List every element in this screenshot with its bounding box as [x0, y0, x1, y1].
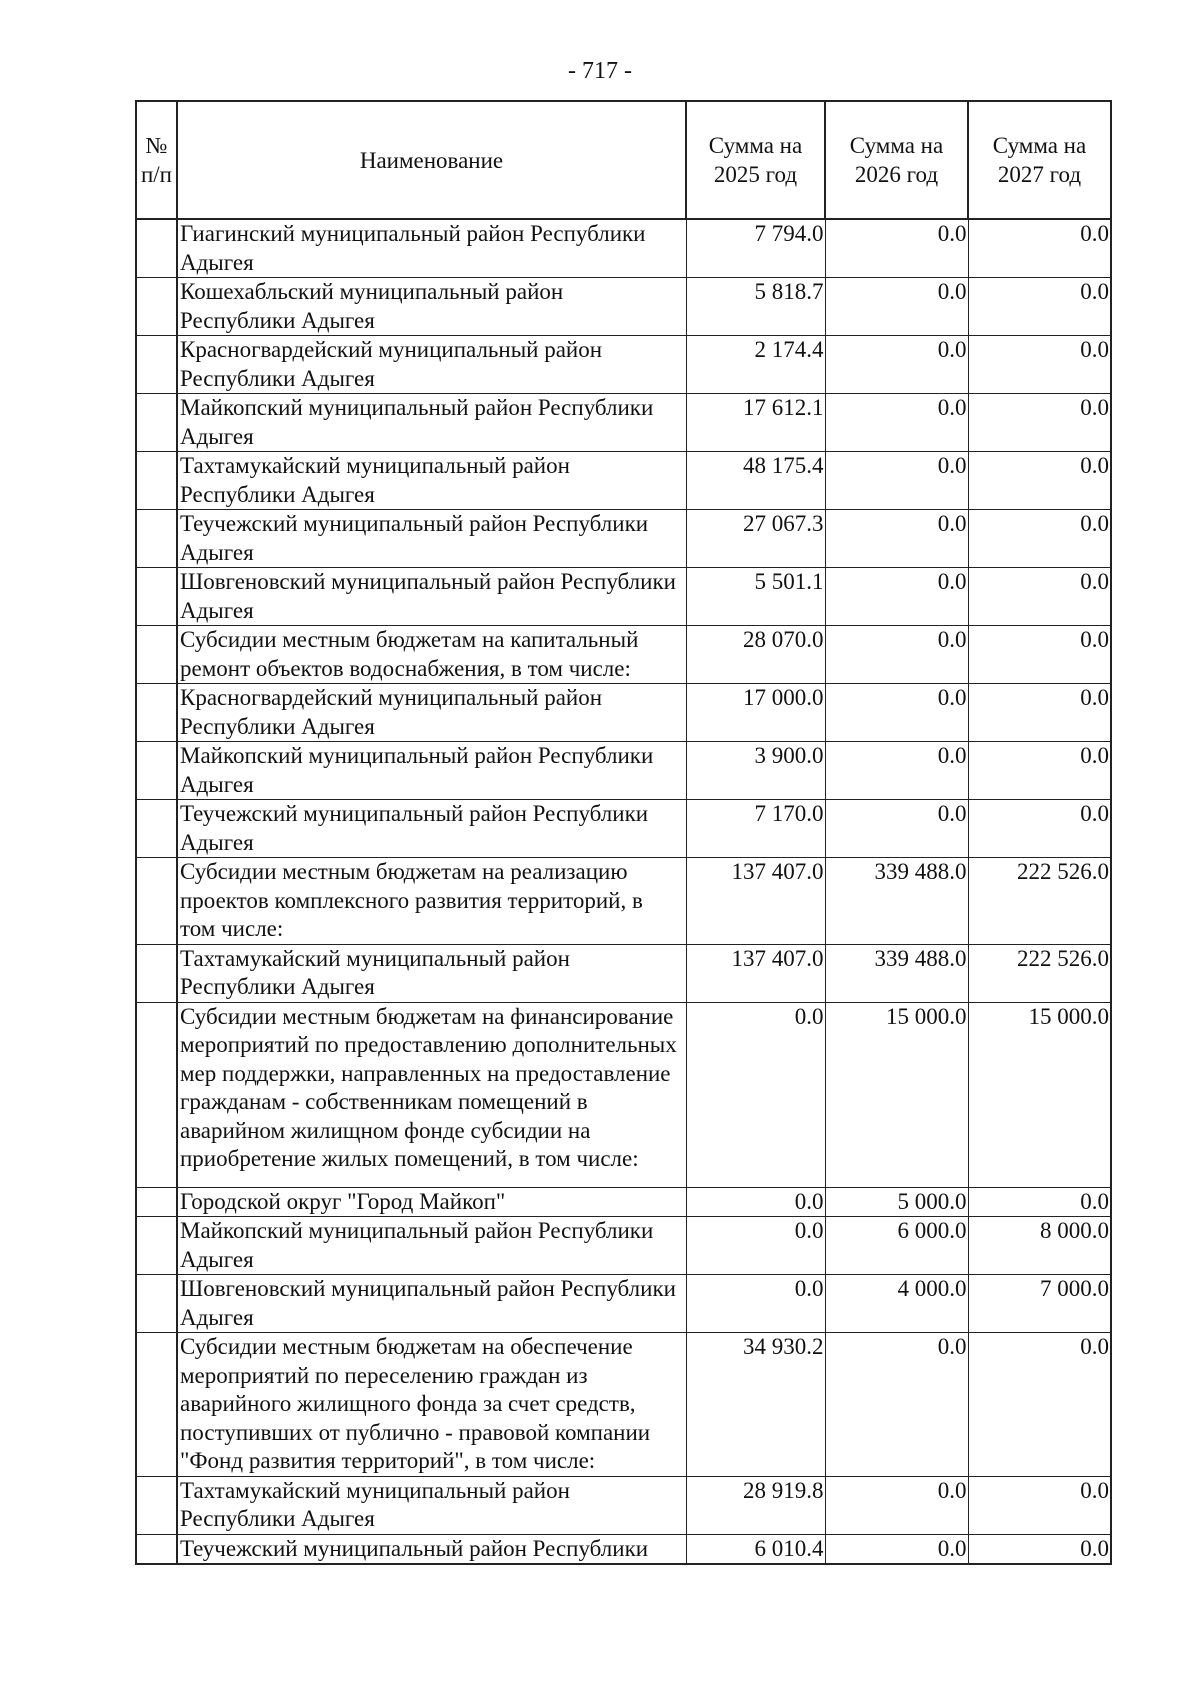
row-sum-2026: 339 488.0 [825, 858, 968, 945]
row-sum-2027: 222 526.0 [968, 944, 1111, 1002]
row-sum-2025: 0.0 [686, 1275, 825, 1333]
row-sum-2027: 0.0 [968, 1333, 1111, 1477]
header-2026: Сумма на 2026 год [825, 101, 968, 219]
row-sum-2026: 0.0 [825, 336, 968, 394]
table-row [136, 858, 1111, 945]
row-number [136, 1275, 177, 1333]
budget-table [135, 100, 1112, 1565]
row-name: Субсидии местным бюджетам на капитальный ремонт объектов водоснабжения, в том числе: [177, 626, 686, 684]
row-number [136, 510, 177, 568]
row-name: Красногвардейский муниципальный район Республики Адыгея [177, 684, 686, 742]
row-sum-2027: 15 000.0 [968, 1002, 1111, 1187]
row-sum-2025: 34 930.2 [686, 1333, 825, 1477]
row-sum-2025: 28 919.8 [686, 1476, 825, 1534]
row-sum-2026: 0.0 [825, 742, 968, 800]
row-name: Теучежский муниципальный район Республики Адыгея [177, 800, 686, 858]
header-row [136, 101, 1111, 219]
row-name: Тахтамукайский муниципальный район Республики Адыгея [177, 1476, 686, 1534]
row-sum-2026: 0.0 [825, 800, 968, 858]
row-number [136, 278, 177, 336]
row-number [136, 1217, 177, 1275]
row-name: Майкопский муниципальный район Республики Адыгея [177, 394, 686, 452]
row-sum-2025: 5 501.1 [686, 568, 825, 626]
row-sum-2026: 0.0 [825, 1333, 968, 1477]
row-sum-2027: 0.0 [968, 336, 1111, 394]
row-name: Теучежский муниципальный район Республики Адыгея [177, 510, 686, 568]
row-number [136, 1534, 177, 1564]
row-sum-2025: 27 067.3 [686, 510, 825, 568]
table-row [136, 684, 1111, 742]
row-name: Красногвардейский муниципальный район Республики Адыгея [177, 336, 686, 394]
row-sum-2026: 0.0 [825, 510, 968, 568]
row-sum-2026: 0.0 [825, 452, 968, 510]
table-row [136, 394, 1111, 452]
row-sum-2027: 0.0 [968, 452, 1111, 510]
table-row [136, 1187, 1111, 1217]
row-sum-2025: 17 000.0 [686, 684, 825, 742]
row-sum-2025: 0.0 [686, 1187, 825, 1217]
row-number [136, 1002, 177, 1187]
table-row [136, 800, 1111, 858]
table-row [136, 1333, 1111, 1477]
row-sum-2025: 0.0 [686, 1217, 825, 1275]
row-sum-2026: 0.0 [825, 394, 968, 452]
row-sum-2027: 0.0 [968, 278, 1111, 336]
row-name: Тахтамукайский муниципальный район Республики Адыгея [177, 944, 686, 1002]
row-name: Майкопский муниципальный район Республики Адыгея [177, 742, 686, 800]
row-sum-2027: 0.0 [968, 742, 1111, 800]
row-sum-2026: 4 000.0 [825, 1275, 968, 1333]
row-sum-2027: 0.0 [968, 626, 1111, 684]
row-name: Кошехабльский муниципальный район Республики Адыгея [177, 278, 686, 336]
table-row [136, 336, 1111, 394]
row-sum-2025: 17 612.1 [686, 394, 825, 452]
row-number [136, 452, 177, 510]
row-name: Майкопский муниципальный район Республики Адыгея [177, 1217, 686, 1275]
row-sum-2025: 5 818.7 [686, 278, 825, 336]
row-sum-2025: 137 407.0 [686, 944, 825, 1002]
row-sum-2026: 0.0 [825, 278, 968, 336]
row-sum-2025: 7 170.0 [686, 800, 825, 858]
row-sum-2025: 137 407.0 [686, 858, 825, 945]
row-sum-2027: 0.0 [968, 1534, 1111, 1564]
row-sum-2025: 6 010.4 [686, 1534, 825, 1564]
row-sum-2027: 0.0 [968, 219, 1111, 278]
row-name: Шовгеновский муниципальный район Республики Адыгея [177, 568, 686, 626]
table-row [136, 1476, 1111, 1534]
row-name: Шовгеновский муниципальный район Республики Адыгея [177, 1275, 686, 1333]
row-name: Гиагинский муниципальный район Республики Адыгея [177, 219, 686, 278]
table-body [136, 219, 1111, 1564]
table-row [136, 219, 1111, 278]
row-sum-2027: 0.0 [968, 510, 1111, 568]
row-sum-2027: 0.0 [968, 800, 1111, 858]
row-number [136, 336, 177, 394]
row-sum-2027: 0.0 [968, 684, 1111, 742]
header-2025: Сумма на 2025 год [686, 101, 825, 219]
row-number [136, 858, 177, 945]
table-row [136, 1534, 1111, 1564]
row-sum-2026: 0.0 [825, 626, 968, 684]
header-name: Наименование [177, 101, 686, 219]
row-name: Теучежский муниципальный район Республики [177, 1534, 686, 1564]
row-sum-2026: 0.0 [825, 684, 968, 742]
table-row [136, 944, 1111, 1002]
row-name: Городской округ "Город Майкоп" [177, 1187, 686, 1217]
row-name: Субсидии местным бюджетам на реализацию проектов комплексного развития территорий, в том числе: [177, 858, 686, 945]
table-row [136, 626, 1111, 684]
row-sum-2026: 0.0 [825, 219, 968, 278]
row-sum-2027: 222 526.0 [968, 858, 1111, 945]
table-row [136, 1002, 1111, 1187]
row-number [136, 626, 177, 684]
row-number [136, 1187, 177, 1217]
row-sum-2025: 28 070.0 [686, 626, 825, 684]
row-number [136, 742, 177, 800]
row-sum-2027: 7 000.0 [968, 1275, 1111, 1333]
row-sum-2026: 0.0 [825, 1476, 968, 1534]
row-sum-2026: 0.0 [825, 568, 968, 626]
row-sum-2027: 8 000.0 [968, 1217, 1111, 1275]
row-sum-2025: 7 794.0 [686, 219, 825, 278]
row-sum-2025: 3 900.0 [686, 742, 825, 800]
header-2027: Сумма на 2027 год [968, 101, 1111, 219]
row-number [136, 568, 177, 626]
row-sum-2027: 0.0 [968, 1476, 1111, 1534]
row-name: Тахтамукайский муниципальный район Республики Адыгея [177, 452, 686, 510]
row-number [136, 944, 177, 1002]
row-number [136, 1476, 177, 1534]
row-number [136, 394, 177, 452]
row-sum-2025: 48 175.4 [686, 452, 825, 510]
row-sum-2027: 0.0 [968, 568, 1111, 626]
table-row [136, 1275, 1111, 1333]
row-number [136, 800, 177, 858]
table-row [136, 452, 1111, 510]
row-sum-2027: 0.0 [968, 1187, 1111, 1217]
row-number [136, 219, 177, 278]
table-header [136, 101, 1111, 219]
table-row [136, 510, 1111, 568]
row-sum-2026: 15 000.0 [825, 1002, 968, 1187]
row-sum-2025: 0.0 [686, 1002, 825, 1187]
row-sum-2026: 339 488.0 [825, 944, 968, 1002]
row-sum-2025: 2 174.4 [686, 336, 825, 394]
row-sum-2026: 5 000.0 [825, 1187, 968, 1217]
table-row [136, 278, 1111, 336]
row-sum-2026: 0.0 [825, 1534, 968, 1564]
row-number [136, 1333, 177, 1477]
row-number [136, 684, 177, 742]
header-num: № п/п [136, 101, 177, 219]
table-row [136, 742, 1111, 800]
row-name: Субсидии местным бюджетам на финансирование мероприятий по предоставлению дополнительных мер поддержки, направленных на предоставление гражданам - собственникам помещений в аварийном жилищном фонде субсидии на приобретение жилых помещений, в том числе: [177, 1002, 686, 1187]
table-row [136, 568, 1111, 626]
table-row [136, 1217, 1111, 1275]
page-number: - 717 - [568, 58, 632, 84]
row-name: Субсидии местным бюджетам на обеспечение мероприятий по переселению граждан из аварийного жилищного фонда за счет средств, поступивших от публично - правовой компании "Фонд развития территорий", в том числе: [177, 1333, 686, 1477]
row-sum-2026: 6 000.0 [825, 1217, 968, 1275]
row-sum-2027: 0.0 [968, 394, 1111, 452]
